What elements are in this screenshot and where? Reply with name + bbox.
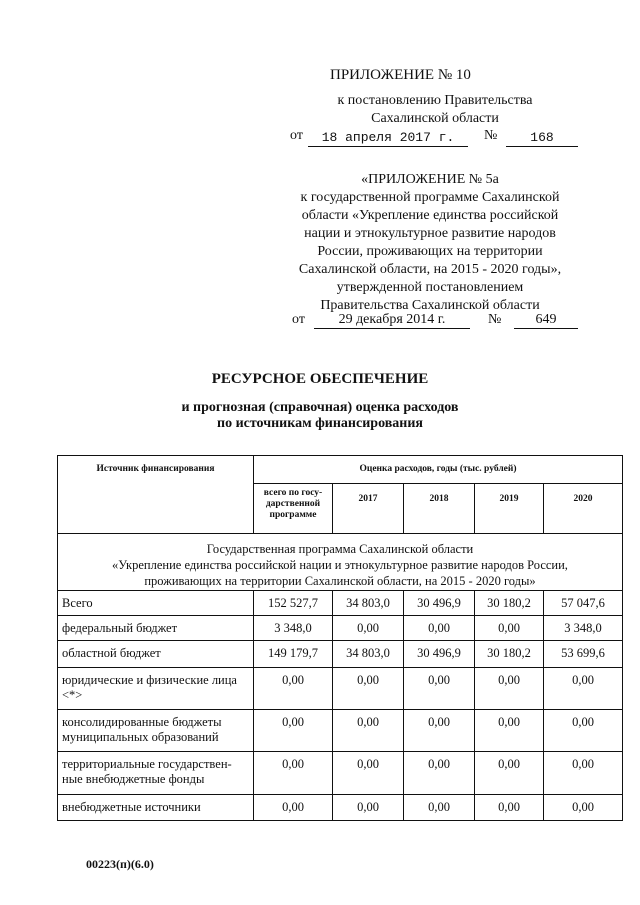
column-header-2018: 2018 <box>404 484 475 534</box>
cell-value: 0,00 <box>254 710 333 752</box>
cell-value: 0,00 <box>333 616 404 641</box>
appendix-5a-line: области «Укрепление единства российской <box>301 208 559 223</box>
appendix-5a-title: «ПРИЛОЖЕНИЕ № 5а <box>361 172 499 187</box>
number-sign: № <box>488 312 502 327</box>
table-row <box>58 710 623 752</box>
resolution-number: 168 <box>506 130 578 147</box>
cell-value: 0,00 <box>544 752 623 795</box>
resolution-label: к постановлению Правительства <box>337 93 533 108</box>
cell-value: 0,00 <box>544 668 623 710</box>
appendix-5a-line: России, проживающих на территории <box>317 244 543 259</box>
cell-value: 0,00 <box>404 668 475 710</box>
cell-value: 34 803,0 <box>333 641 404 668</box>
row-label: юридические и физические лица <*> <box>58 668 254 710</box>
cell-value: 30 180,2 <box>475 641 544 668</box>
program-title-cell <box>58 534 623 591</box>
column-header-source: Источник финансирования <box>58 456 254 534</box>
resolution-date-line <box>290 128 590 148</box>
appendix-5a-number: 649 <box>514 312 578 329</box>
table-row <box>58 668 623 710</box>
cell-value: 0,00 <box>544 795 623 821</box>
table-row <box>58 795 623 821</box>
program-title-row <box>58 534 623 591</box>
cell-value: 30 496,9 <box>404 641 475 668</box>
appendix-5a-line: Правительства Сахалинской области <box>320 298 540 313</box>
cell-value: 30 496,9 <box>404 591 475 616</box>
number-sign: № <box>484 128 498 143</box>
column-header-2020: 2020 <box>544 484 623 534</box>
table-row <box>58 591 623 616</box>
row-label: консолидированные бюджеты муниципальных образований <box>58 710 254 752</box>
row-label: федеральный бюджет <box>58 616 254 641</box>
table-row <box>58 641 623 668</box>
cell-value: 152 527,7 <box>254 591 333 616</box>
financing-table <box>57 455 623 821</box>
cell-value: 0,00 <box>475 668 544 710</box>
row-label: внебюджетные источники <box>58 795 254 821</box>
cell-value: 0,00 <box>333 795 404 821</box>
table-row <box>58 616 623 641</box>
cell-value: 0,00 <box>254 795 333 821</box>
cell-value: 0,00 <box>404 710 475 752</box>
resolution-date: 18 апреля 2017 г. <box>308 130 468 147</box>
cell-value: 0,00 <box>254 752 333 795</box>
cell-value: 149 179,7 <box>254 641 333 668</box>
cell-value: 0,00 <box>333 710 404 752</box>
appendix-5a-line: Сахалинской области, на 2015 - 2020 годы», <box>298 262 562 277</box>
cell-value: 0,00 <box>333 752 404 795</box>
document-code: 00223(п)(6.0) <box>86 857 154 871</box>
cell-value: 34 803,0 <box>333 591 404 616</box>
column-header-total: всего по госу-дарственной программе <box>254 484 333 534</box>
program-title-line: «Укрепление единства российской нации и этнокультурное развитие народов России, <box>112 558 568 572</box>
row-label: территориальные государствен-ные внебюджетные фонды <box>58 752 254 795</box>
appendix-5a-text <box>280 189 580 315</box>
date-prefix: от <box>290 128 303 143</box>
date-prefix: от <box>292 312 305 327</box>
document-subtitle-2: по источникам финансирования <box>217 416 423 431</box>
cell-value: 3 348,0 <box>544 616 623 641</box>
document-subtitle: и прогнозная (справочная) оценка расходов <box>181 400 459 415</box>
appendix-5a-date: 29 декабря 2014 г. <box>314 312 470 329</box>
cell-value: 0,00 <box>404 616 475 641</box>
document-title: РЕСУРСНОЕ ОБЕСПЕЧЕНИЕ <box>211 371 429 387</box>
column-header-2017: 2017 <box>333 484 404 534</box>
region-label: Сахалинской области <box>371 111 499 126</box>
cell-value: 0,00 <box>404 795 475 821</box>
appendix-5a-date-line <box>292 312 592 332</box>
appendix-5a-line: утвержденной постановлением <box>336 280 524 295</box>
cell-value: 0,00 <box>475 616 544 641</box>
appendix-title: ПРИЛОЖЕНИЕ № 10 <box>330 67 471 83</box>
table-row <box>58 752 623 795</box>
cell-value: 0,00 <box>475 710 544 752</box>
row-label: Всего <box>58 591 254 616</box>
row-label: областной бюджет <box>58 641 254 668</box>
appendix-5a-line: нации и этнокультурное развитие народов <box>304 226 556 241</box>
program-title-line: проживающих на территории Сахалинской области, на 2015 - 2020 годы» <box>144 574 536 588</box>
cell-value: 3 348,0 <box>254 616 333 641</box>
cell-value: 0,00 <box>404 752 475 795</box>
cell-value: 30 180,2 <box>475 591 544 616</box>
cell-value: 0,00 <box>475 795 544 821</box>
cell-value: 0,00 <box>333 668 404 710</box>
column-header-2019: 2019 <box>475 484 544 534</box>
appendix-5a-line: к государственной программе Сахалинской <box>300 190 560 205</box>
cell-value: 0,00 <box>544 710 623 752</box>
program-title-line: Государственная программа Сахалинской области <box>206 542 474 556</box>
cell-value: 53 699,6 <box>544 641 623 668</box>
column-header-estimate: Оценка расходов, годы (тыс. рублей) <box>254 456 623 484</box>
cell-value: 57 047,6 <box>544 591 623 616</box>
cell-value: 0,00 <box>475 752 544 795</box>
cell-value: 0,00 <box>254 668 333 710</box>
table-header-row <box>58 456 623 484</box>
